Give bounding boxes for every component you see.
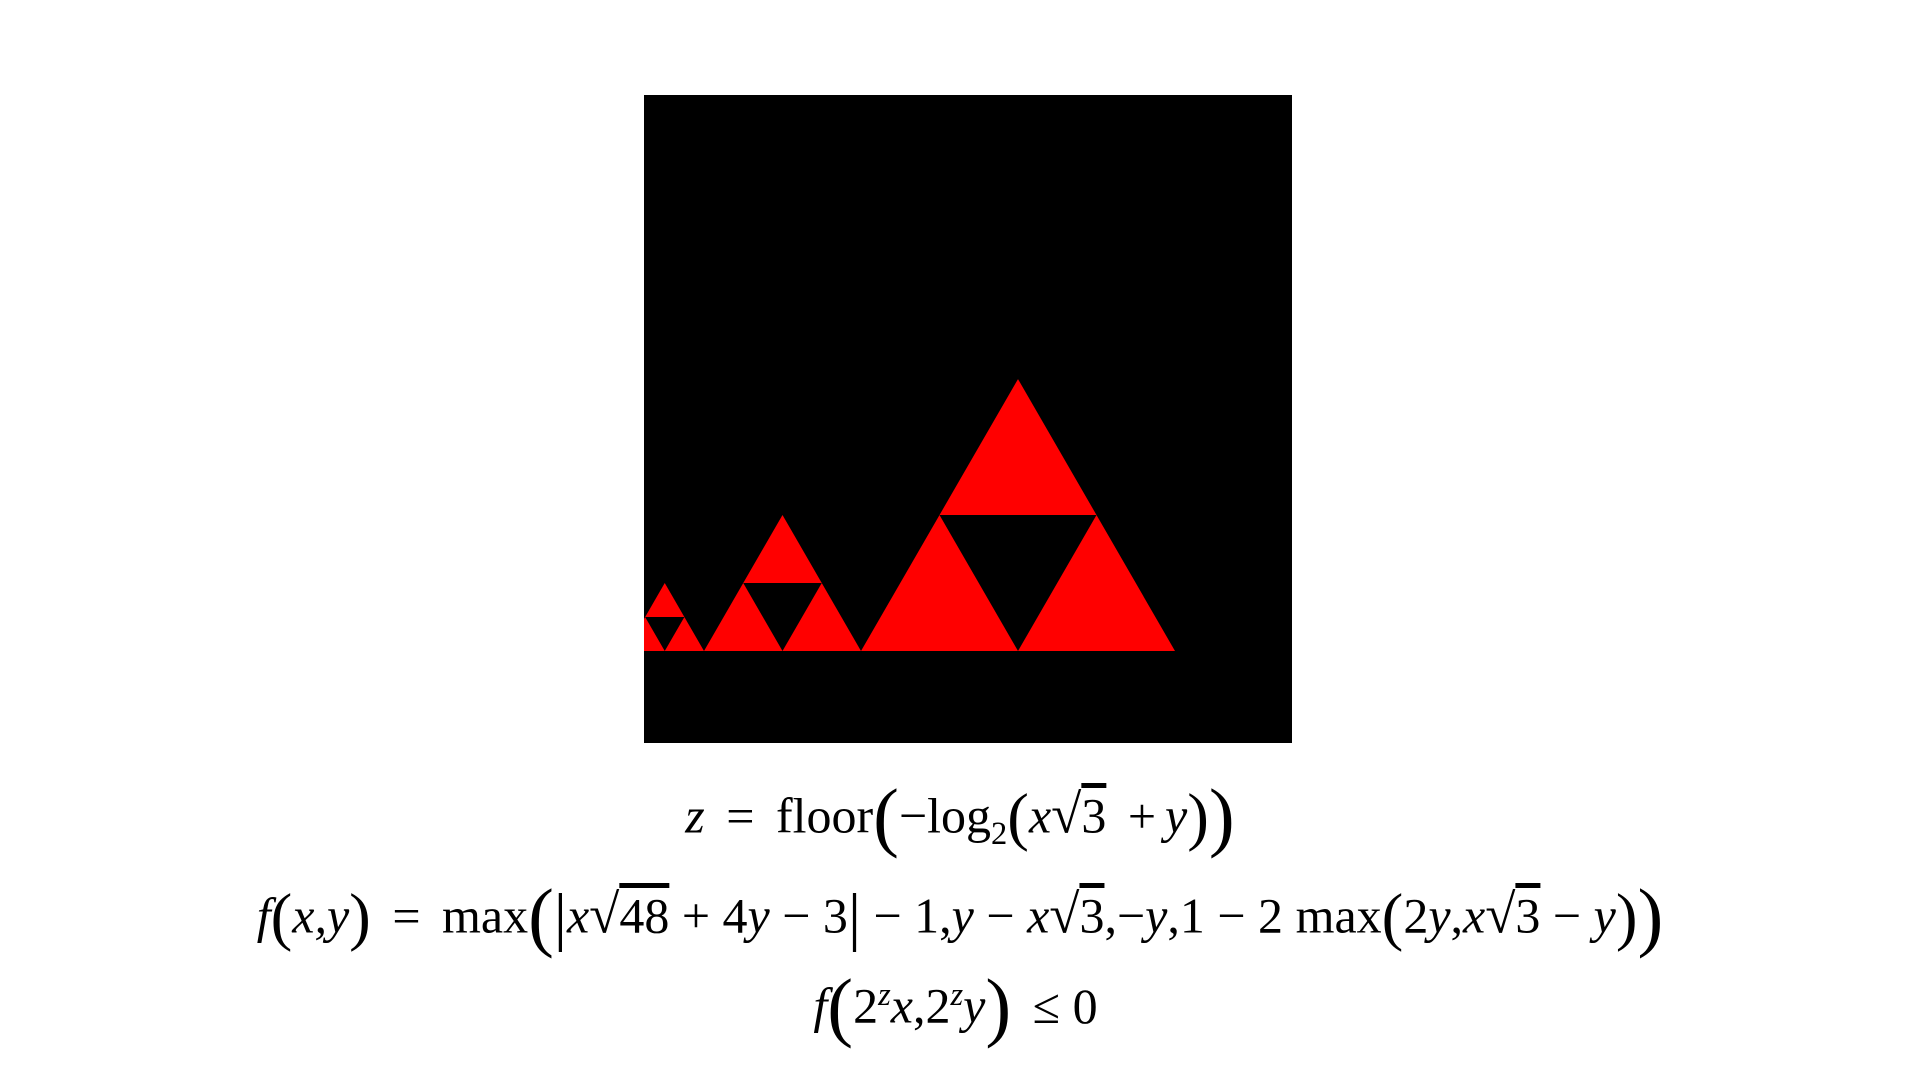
- eq2-inner-y: y: [1428, 887, 1451, 944]
- eq2-t3: ,−: [1104, 887, 1146, 944]
- eq1-z: z: [685, 787, 705, 844]
- eq3-leq: ≤ 0: [1032, 977, 1098, 1034]
- eq1-sqrt-sign: √: [1051, 783, 1082, 845]
- eq3-exp1: z: [878, 976, 891, 1013]
- equation-inequality: f(2$^z$x,2$^z$y) ≤ 0: [813, 963, 1098, 1049]
- eq1-x: x: [1028, 787, 1052, 844]
- eq3-base1: 2: [853, 977, 879, 1034]
- eq2-f: f: [256, 887, 271, 944]
- eq2-inner-minus: −: [1552, 887, 1582, 944]
- eq2-t4: ,1 − 2: [1167, 887, 1284, 944]
- eq2-t2-x: x: [1027, 887, 1050, 944]
- eq1-y: y: [1165, 787, 1188, 844]
- sierpinski-plot: [644, 95, 1292, 743]
- eq2-args: x,y: [292, 887, 350, 944]
- eq2-plus-4: + 4: [681, 887, 748, 944]
- eq2-max2: max: [1295, 887, 1382, 944]
- eq1-sqrt-arg: 3: [1081, 787, 1107, 844]
- eq2-inner-2: 2: [1403, 887, 1429, 944]
- eq2-abs-x: x: [566, 887, 590, 944]
- eq2-minus-1: − 1,: [873, 887, 952, 944]
- eq1-equals: =: [726, 787, 755, 844]
- eq2-inner-sqrt3: 3: [1515, 887, 1541, 944]
- eq2-inner-y2: y: [1593, 887, 1616, 944]
- eq1-plus: +: [1127, 787, 1157, 844]
- eq2-t3-y: y: [1145, 887, 1168, 944]
- eq2-inner-x: x: [1463, 887, 1486, 944]
- eq1-neglog: −log: [898, 787, 992, 844]
- eq2-t2-y: y: [951, 887, 974, 944]
- eq2-equals: =: [392, 887, 421, 944]
- eq2-max: max: [442, 887, 529, 944]
- eq2-minus-3: − 3: [782, 887, 848, 944]
- eq1-floor: floor: [775, 787, 874, 844]
- equation-f-definition: f(x,y) = max(|x√48 + 4y − 3| − 1,y − x√3,−y,1 − 2 max(2y,x√3 − y)): [256, 873, 1664, 959]
- eq2-t2-minus: −: [986, 887, 1015, 944]
- eq3-base2: 2: [925, 977, 951, 1034]
- eq2-sqrt-sign: √: [589, 883, 620, 945]
- eq1-log-base: 2: [991, 816, 1008, 853]
- eq3-f: f: [813, 977, 828, 1034]
- eq3-comma: ,: [912, 977, 926, 1034]
- eq3-y: y: [963, 977, 986, 1034]
- eq2-abs-y: y: [747, 887, 770, 944]
- eq2-inner-comma: ,: [1450, 887, 1464, 944]
- eq3-x: x: [890, 977, 913, 1034]
- eq3-exp2: z: [950, 976, 964, 1013]
- eq2-sqrt48: 48: [619, 887, 670, 944]
- equation-z-definition: $z = floor(-\log_2(x√3 + y))$: [685, 773, 1235, 859]
- eq2-t2-sqrt3: 3: [1079, 887, 1105, 944]
